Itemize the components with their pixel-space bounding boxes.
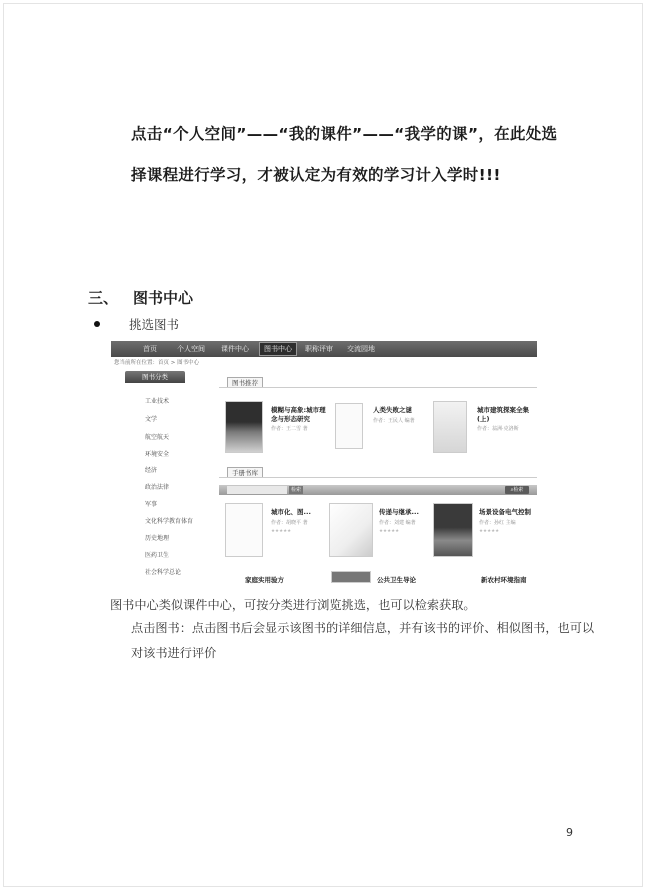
book-title-cont: (上) <box>477 415 490 423</box>
breadcrumb: 您当前所在位置：首页 > 图书中心 <box>114 360 200 366</box>
book-center-screenshot <box>111 341 537 586</box>
book-meta: 作者：王民人 编著 <box>373 418 415 424</box>
book-meta: 作者：刘建 编著 <box>379 520 416 526</box>
category-item[interactable]: 文学 <box>145 416 158 423</box>
category-item[interactable]: 航空航天 <box>145 434 170 441</box>
book-cover[interactable] <box>433 503 473 557</box>
book-title[interactable]: 城市化、图... <box>271 508 311 516</box>
search-icon: ⌕ <box>510 487 514 493</box>
instruction-line-2: 择课程进行学习，才被认定为有效的学习计入学时!!! <box>131 166 501 184</box>
bullet-dot-icon <box>94 321 100 327</box>
nav-title-review[interactable]: 职称评审 <box>305 345 333 353</box>
book-meta: 作者：孙红 主编 <box>479 520 516 526</box>
category-item[interactable]: 医药卫生 <box>145 552 170 559</box>
book-cover[interactable] <box>335 403 363 449</box>
book-title[interactable]: 人类失败之谜 <box>373 406 412 414</box>
search-input[interactable] <box>227 486 287 494</box>
rating-stars: ★★★★★ <box>271 529 292 534</box>
category-item[interactable]: 文化科学教育体育 <box>145 518 194 525</box>
nav-courseware[interactable]: 课件中心 <box>221 345 249 353</box>
book-title[interactable]: 传递与继承... <box>379 508 419 516</box>
category-item[interactable]: 历史地理 <box>145 535 170 542</box>
book-cover[interactable] <box>225 503 263 557</box>
book-cover[interactable] <box>331 571 371 583</box>
book-title[interactable]: 公共卫生导论 <box>377 576 416 584</box>
rating-stars: ★★★★★ <box>379 529 400 534</box>
book-title[interactable]: 城市建筑探案全集 <box>477 406 529 414</box>
top-nav <box>111 341 537 357</box>
book-cover[interactable] <box>433 401 467 453</box>
section-title: 图书中心 <box>133 289 194 307</box>
search-button-small[interactable]: 检索 <box>290 487 301 493</box>
book-title[interactable]: 模糊与高象:城市理 <box>271 406 326 414</box>
book-title-cont: 念与形态研究 <box>271 415 310 423</box>
nav-book-center[interactable]: 图书中心 <box>259 342 297 356</box>
book-title[interactable]: 家庭实用验方 <box>245 576 284 584</box>
search-bar <box>219 485 537 495</box>
category-item[interactable]: 政治法律 <box>145 484 170 491</box>
search-button[interactable]: ⌕检索 <box>505 486 529 494</box>
book-title[interactable]: 场景设备电气控制 <box>479 508 531 516</box>
nav-forum[interactable]: 交流园地 <box>347 345 375 353</box>
category-item[interactable]: 经济 <box>145 467 158 474</box>
body-line-1: 图书中心类似课件中心，可按分类进行浏览挑选，也可以检索获取。 <box>110 598 476 612</box>
tab-recommend[interactable]: 图书推荐 <box>227 377 263 387</box>
category-item[interactable]: 军事 <box>145 501 158 508</box>
book-cover[interactable] <box>225 401 263 453</box>
rating-stars: ★★★★★ <box>479 529 500 534</box>
book-title[interactable]: 新农村环境指南 <box>481 576 527 584</box>
page-number: 9 <box>566 826 573 839</box>
divider <box>219 477 537 478</box>
book-meta: 作者：胡晓平 著 <box>271 520 308 526</box>
body-line-3: 对该书进行评价 <box>131 646 217 660</box>
nav-home[interactable]: 首页 <box>143 345 157 353</box>
book-cover[interactable] <box>329 503 373 557</box>
category-item[interactable]: 社会科学总论 <box>145 569 182 576</box>
category-item[interactable]: 环境安全 <box>145 451 170 458</box>
nav-personal-space[interactable]: 个人空间 <box>177 345 205 353</box>
body-line-2: 点击图书：点击图书后会显示该图书的详细信息，并有该书的评价、相似图书，也可以 <box>131 621 595 635</box>
book-meta: 作者：翁洲·克洛斯 <box>477 426 519 432</box>
tab-browse[interactable]: 手册书库 <box>227 467 263 477</box>
instruction-line-1: 点击“个人空间”——“我的课件”——“我学的课”，在此处选 <box>131 125 558 143</box>
section-number: 三、 <box>88 289 119 307</box>
book-meta: 作者：王二雪 著 <box>271 426 308 432</box>
sidebar-title: 图书分类 <box>125 371 185 383</box>
divider <box>219 387 537 388</box>
bullet-text: 挑选图书 <box>129 317 180 332</box>
category-item[interactable]: 工业技术 <box>145 398 170 405</box>
